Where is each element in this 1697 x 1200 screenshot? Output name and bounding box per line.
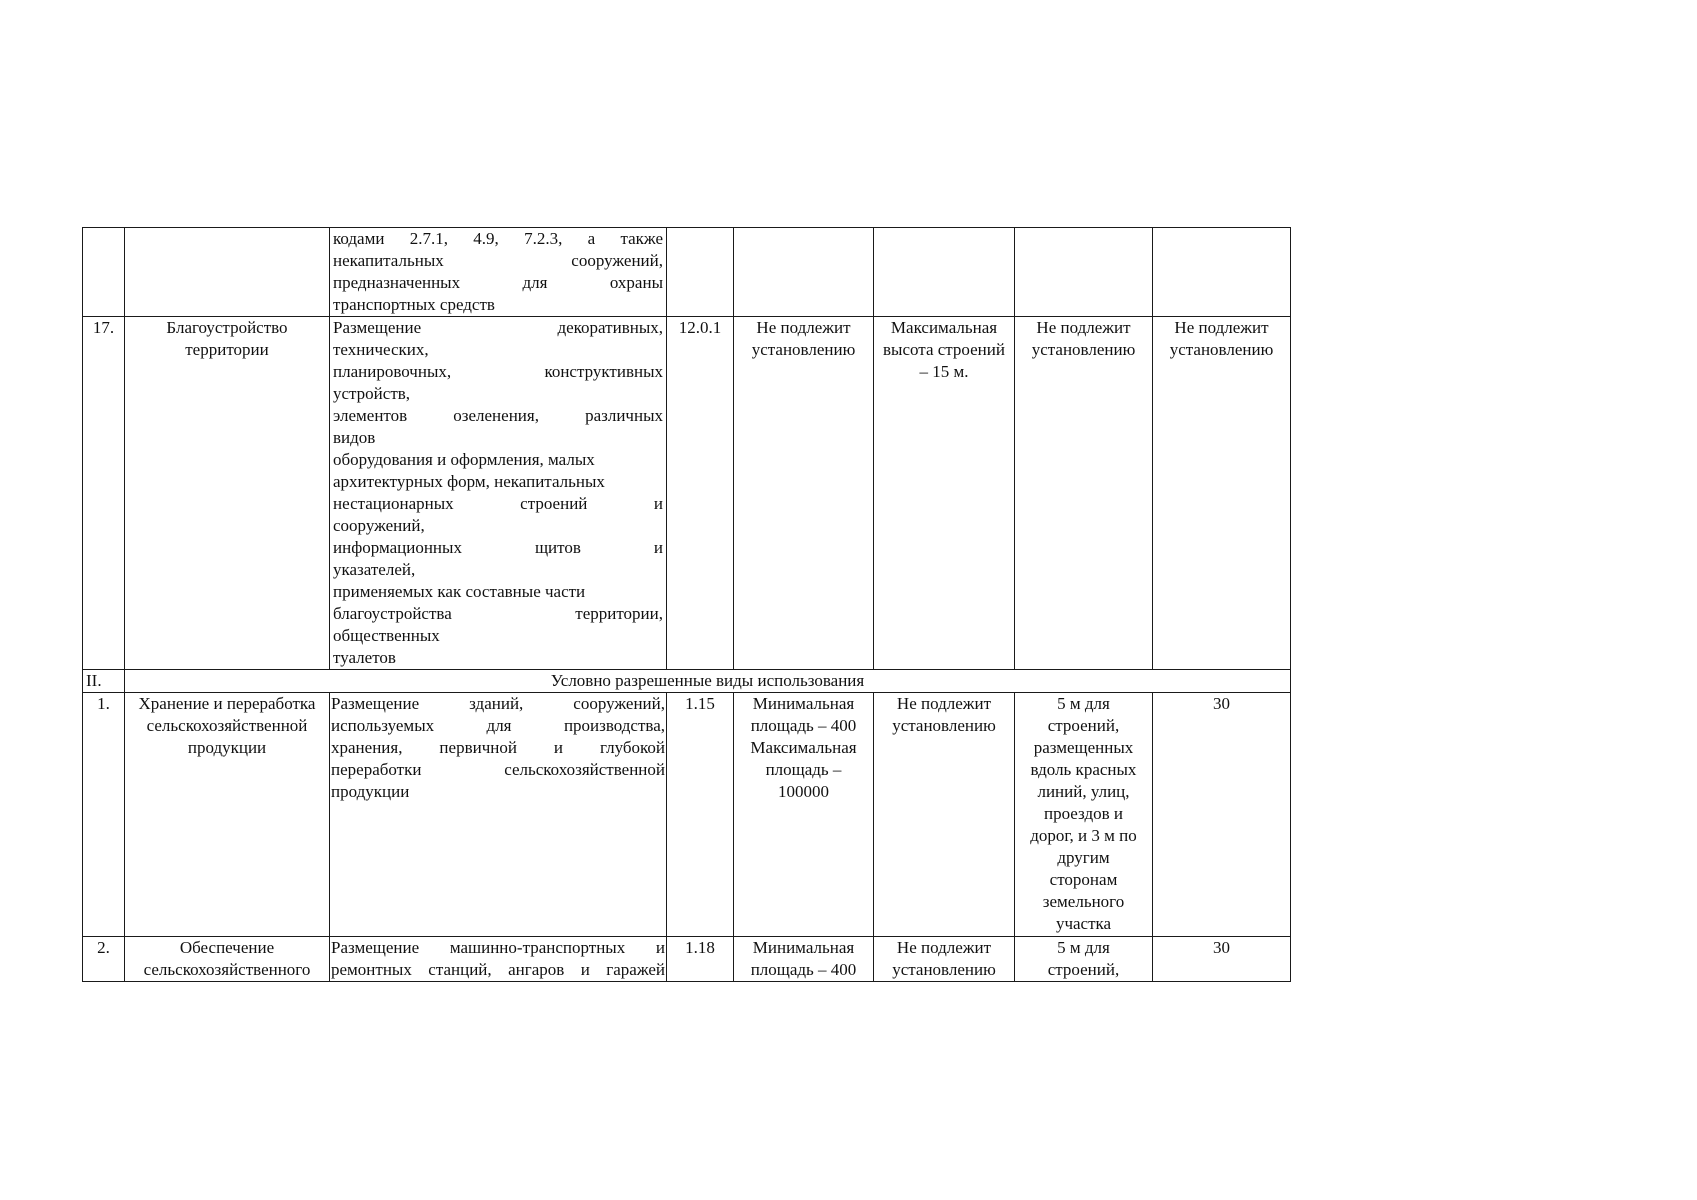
table-row [83, 228, 1291, 317]
use-name-cell [125, 228, 330, 317]
description-line: элементов озеленения, различных [333, 406, 663, 425]
description-line: переработки сельскохозяйственной [331, 760, 665, 779]
table-row [83, 693, 1291, 937]
setback-line: строений, [1047, 716, 1120, 735]
setback-cell [1015, 228, 1153, 317]
name-line: Хранение и переработка [138, 694, 316, 713]
area-line: площадь – 400 [750, 716, 857, 735]
use-code-cell [667, 228, 734, 317]
description-line: используемых для производства, [331, 716, 665, 735]
description-line: хранения, первичной и глубокой [331, 738, 665, 757]
height-line: установлению [892, 960, 996, 979]
description-line: Размещение декоративных, [333, 318, 663, 337]
height-line: высота строений [883, 340, 1005, 359]
coverage-line: установлению [1169, 340, 1274, 359]
use-description-cell [330, 937, 667, 982]
setback-line: линий, улиц, [1037, 782, 1130, 801]
setback-cell [1015, 937, 1153, 982]
area-line: 100000 [778, 782, 829, 801]
setback-line: установлению [1031, 340, 1136, 359]
plot-area-cell [734, 228, 874, 317]
area-line: Не подлежит [756, 318, 851, 337]
description-line: сооружений, [333, 516, 425, 535]
coverage-cell [1153, 317, 1291, 670]
description-line: кодами 2.7.1, 4.9, 7.2.3, а также [333, 229, 663, 248]
setback-line: земельного [1042, 892, 1125, 911]
row-number-cell [83, 228, 125, 317]
use-code-cell: 1.15 [667, 693, 734, 937]
setback-line: участка [1055, 914, 1112, 933]
setback-line: 5 м для [1057, 694, 1110, 713]
description-line: оборудования и оформления, малых [333, 450, 595, 469]
area-line: площадь – 400 [750, 960, 857, 979]
description-line: продукции [331, 782, 410, 801]
setback-line: размещенных [1033, 738, 1134, 757]
section-title-cell: Условно разрешенные виды использования [125, 670, 1291, 693]
description-line: устройств, [333, 384, 411, 403]
max-height-cell [874, 228, 1015, 317]
plot-area-cell [734, 317, 874, 670]
use-description-cell [330, 693, 667, 937]
row-number-cell: 17. [83, 317, 125, 670]
area-line: площадь – [765, 760, 842, 779]
description-line: видов [333, 428, 376, 447]
setback-line: дорог, и 3 м по [1030, 826, 1137, 845]
description-line: архитектурных форм, некапитальных [333, 472, 605, 491]
use-name-cell [125, 317, 330, 670]
use-name-cell [125, 937, 330, 982]
description-line: транспортных средств [333, 295, 495, 314]
description-line: указателей, [333, 560, 416, 579]
name-line: продукции [187, 738, 267, 757]
description-line: туалетов [333, 648, 396, 667]
description-line: Размещение машинно-транспортных и [331, 938, 665, 957]
use-description-cell [330, 228, 667, 317]
description-line: информационных щитов и [333, 538, 663, 557]
name-line: сельскохозяйственного [143, 960, 311, 979]
use-code-cell: 12.0.1 [667, 317, 734, 670]
name-line: сельскохозяйственной [146, 716, 308, 735]
row-number-cell: 2. [83, 937, 125, 982]
setback-line: строений, [1047, 960, 1120, 979]
setback-line: сторонам [1049, 870, 1118, 889]
height-line: Максимальная [890, 318, 998, 337]
section-number-cell: II. [83, 670, 125, 693]
use-name-cell [125, 693, 330, 937]
coverage-cell [1153, 228, 1291, 317]
description-line: предназначенных для охраны [333, 273, 663, 292]
row-number-cell: 1. [83, 693, 125, 937]
name-line: территории [185, 340, 269, 359]
description-line: технических, [333, 340, 429, 359]
setback-line: проездов и [1044, 804, 1123, 823]
description-line: ремонтных станций, ангаров и гаражей [331, 960, 665, 979]
height-line: – 15 м. [919, 362, 969, 381]
description-line: нестационарных строений и [333, 494, 663, 513]
height-line: установлению [892, 716, 996, 735]
area-line: установлению [751, 340, 856, 359]
setback-cell [1015, 317, 1153, 670]
coverage-line: Не подлежит [1174, 318, 1269, 337]
description-line: благоустройства территории, [333, 604, 663, 623]
use-description-cell [330, 317, 667, 670]
area-line: Минимальная [752, 938, 855, 957]
setback-line: другим [1057, 848, 1110, 867]
description-line: Размещение зданий, сооружений, [331, 694, 665, 713]
area-line: Минимальная [752, 694, 855, 713]
setback-line: 5 м для [1057, 938, 1110, 957]
description-line: планировочных, конструктивных [333, 362, 663, 381]
coverage-cell: 30 [1153, 937, 1291, 982]
use-code-cell: 1.18 [667, 937, 734, 982]
description-line: общественных [333, 626, 440, 645]
plot-area-cell [734, 693, 874, 937]
height-line: Не подлежит [896, 694, 992, 713]
area-line: Максимальная [750, 738, 857, 757]
name-line: Обеспечение [179, 938, 275, 957]
description-line: применяемых как составные части [333, 582, 586, 601]
max-height-cell [874, 937, 1015, 982]
setback-cell [1015, 693, 1153, 937]
max-height-cell [874, 317, 1015, 670]
description-line: некапитальных сооружений, [333, 251, 663, 270]
table-row [83, 317, 1291, 670]
height-line: Не подлежит [896, 938, 992, 957]
max-height-cell [874, 693, 1015, 937]
section-header-row [83, 670, 1291, 693]
table-row [83, 937, 1291, 982]
setback-line: Не подлежит [1036, 318, 1131, 337]
coverage-cell: 30 [1153, 693, 1291, 937]
zoning-regulations-table [82, 227, 1291, 982]
plot-area-cell [734, 937, 874, 982]
name-line: Благоустройство [166, 318, 288, 337]
setback-line: вдоль красных [1030, 760, 1137, 779]
